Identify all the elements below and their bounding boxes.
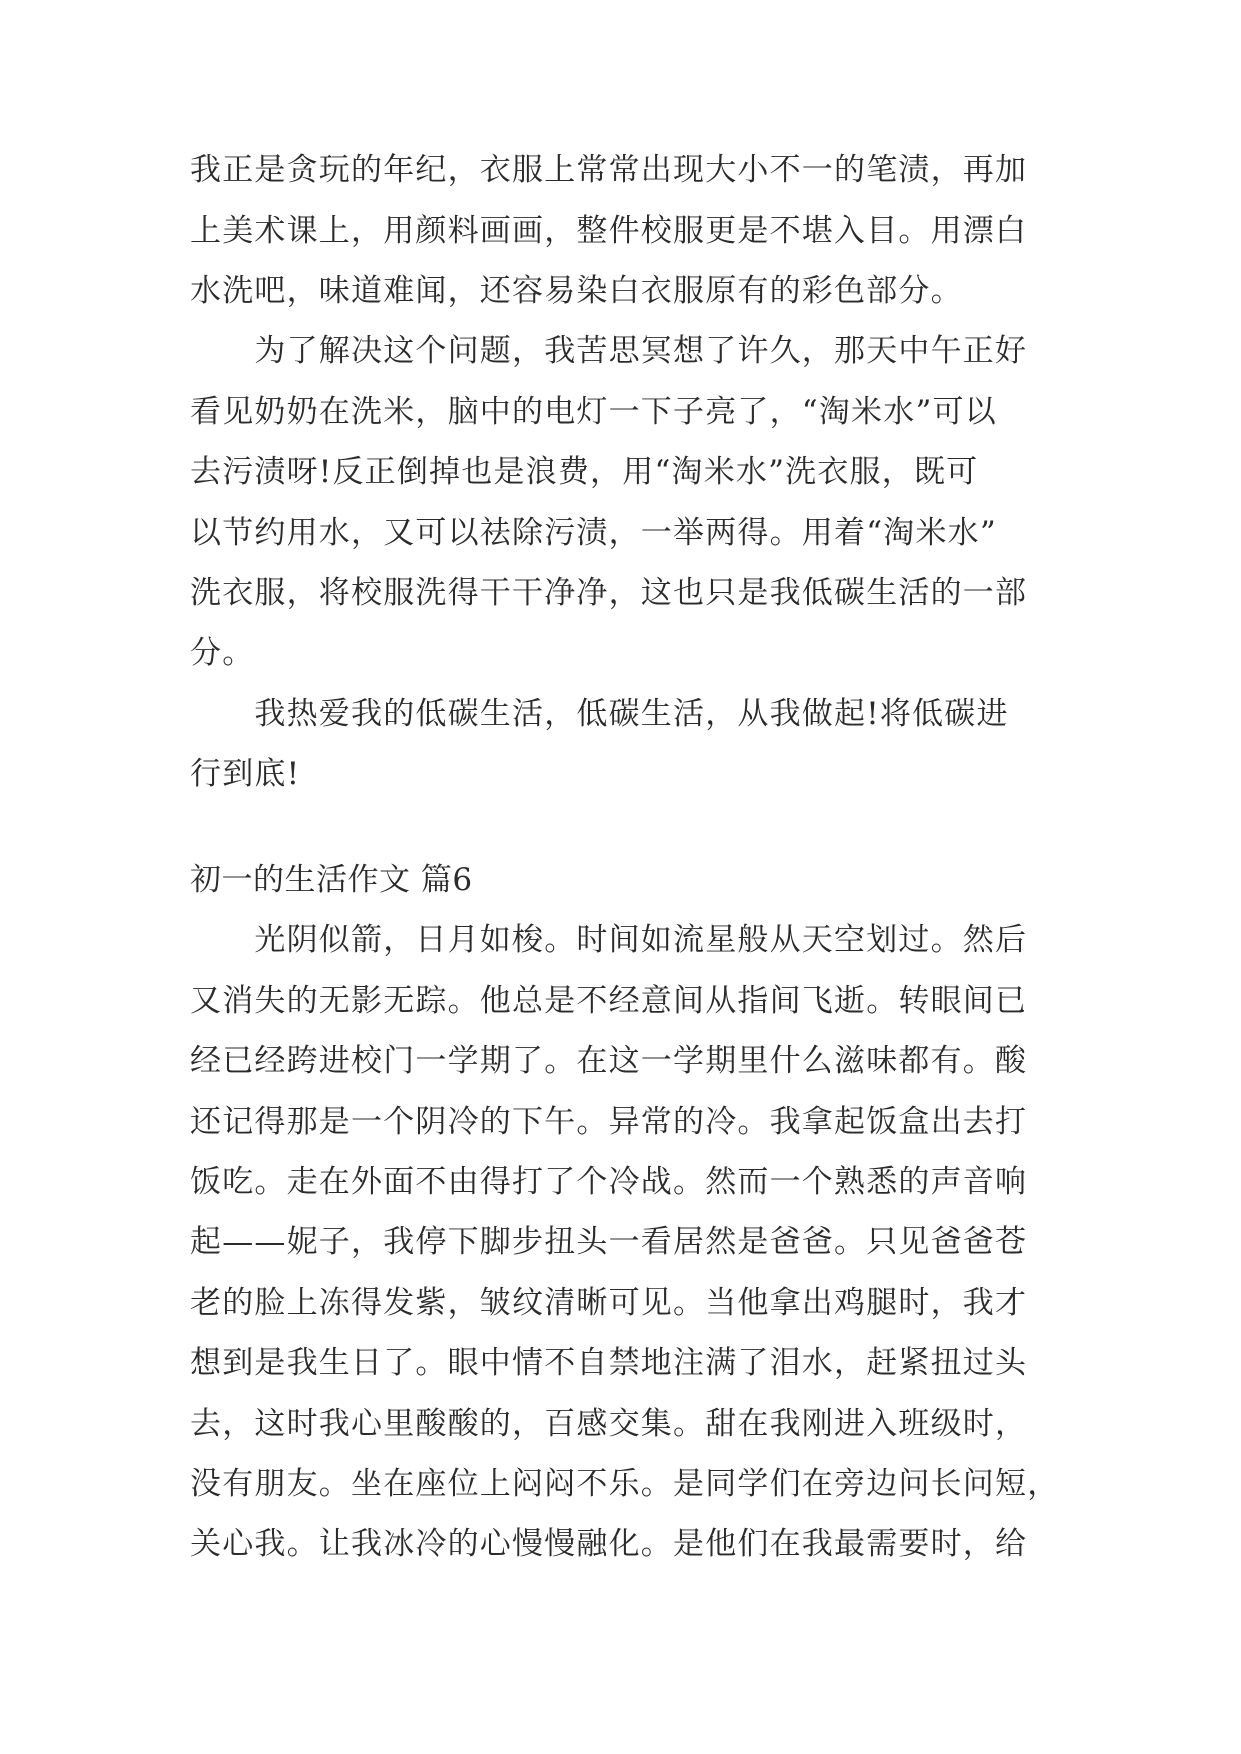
text-line: 我热爱我的低碳生活，低碳生活，从我做起!将低碳进 [190,696,1009,732]
text-line: 上美术课上，用颜料画画，整件校服更是不堪入目。用漂白 [190,213,1028,249]
text-line: 关心我。让我冰冷的心慢慢融化。是他们在我最需要时，给 [190,1526,1028,1562]
text-line: 水洗吧，味道难闻，还容易染白衣服原有的彩色部分。 [190,273,963,309]
text-line: 行到底! [190,756,301,792]
text-line: 分。 [190,635,255,671]
text-line: 还记得那是一个阴冷的下午。异常的冷。我拿起饭盒出去打 [190,1104,1028,1140]
text-line: 洗衣服，将校服洗得干干净净，这也只是我低碳生活的一部 [190,575,1028,611]
text-line: 以节约用水，又可以祛除污渍，一举两得。用着“淘米水” [190,515,997,551]
text-line: 没有朋友。坐在座位上闷闷不乐。是同学们在旁边问长问短， [190,1466,1060,1502]
text-line: 看见奶奶在洗米，脑中的电灯一下子亮了，“淘米水”可以 [190,394,997,430]
text-line: 想到是我生日了。眼中情不自禁地注满了泪水，赶紧扭过头 [190,1345,1028,1381]
text-line: 我正是贪玩的年纪，衣服上常常出现大小不一的笔渍，再加 [190,152,1028,188]
text-line: 去污渍呀!反正倒掉也是浪费，用“淘米水”洗衣服，既可 [190,454,979,490]
text-line: 饭吃。走在外面不由得打了个冷战。然而一个熟悉的声音响 [190,1164,1028,1200]
text-line: 为了解决这个问题，我苦思冥想了许久，那天中午正好 [190,333,1028,369]
section-title: 初一的生活作文 篇6 [190,862,473,898]
text-line: 光阴似箭，日月如梭。时间如流星般从天空划过。然后 [190,922,1028,958]
text-line: 起——妮子，我停下脚步扭头一看居然是爸爸。只见爸爸苍 [190,1224,1028,1260]
text-line: 去，这时我心里酸酸的，百感交集。甜在我刚进入班级时， [190,1406,1028,1442]
text-line: 经已经跨进校门一学期了。在这一学期里什么滋味都有。酸 [190,1043,1028,1079]
text-line: 又消失的无影无踪。他总是不经意间从指间飞逝。转眼间已 [190,983,1028,1019]
text-line: 老的脸上冻得发紫，皱纹清晰可见。当他拿出鸡腿时，我才 [190,1285,1028,1321]
